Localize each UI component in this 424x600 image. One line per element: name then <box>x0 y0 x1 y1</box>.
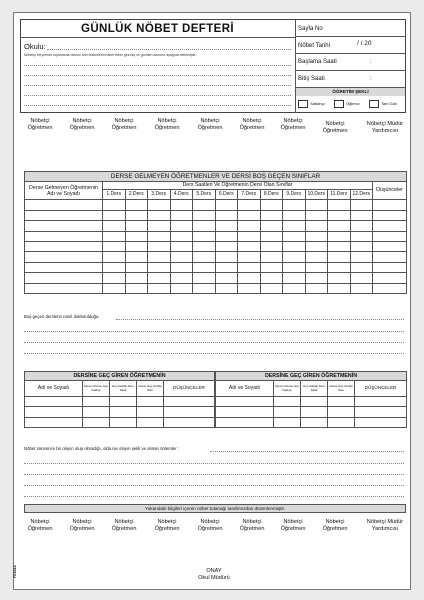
absent-table-cell[interactable] <box>148 241 171 251</box>
lesson-4-header: 4.Ders <box>170 190 193 200</box>
absent-table-row <box>25 231 407 241</box>
absent-table-cell[interactable] <box>125 231 148 241</box>
absent-table-cell[interactable] <box>283 200 306 210</box>
late-teachers-table-left <box>24 371 215 428</box>
absent-table-cell[interactable] <box>103 273 126 283</box>
absent-table-row <box>25 210 407 220</box>
signature-bottom-8: Nöbetçi Öğretmen <box>322 519 348 532</box>
absent-table-cell[interactable] <box>305 241 328 251</box>
absent-table-cell[interactable] <box>350 252 373 262</box>
absent-table-cell[interactable] <box>238 273 261 283</box>
oglenci-checkbox[interactable] <box>334 100 344 108</box>
signature-top-1: Nöbetçi Öğretmen <box>27 118 53 131</box>
absent-table-cell[interactable] <box>328 273 351 283</box>
lesson-11-header: 11.Ders <box>328 190 351 200</box>
late-right-table-body <box>216 397 407 428</box>
absent-table-cell[interactable] <box>103 241 126 251</box>
late-right-duration-header: Derse Geç Girdiği Süre <box>328 381 355 397</box>
absent-table-cell[interactable] <box>215 221 238 231</box>
absent-table-cell[interactable] <box>170 262 193 272</box>
events-label: Nöbet süresince bir olayın olup olmadığı, oldu ise olayın şekli ve alınan önlemler : <box>24 446 180 451</box>
signature-bottom-5: Nöbetçi Öğretmen <box>197 519 223 532</box>
absent-table-cell[interactable] <box>103 210 126 220</box>
absent-table-cell[interactable] <box>25 262 103 272</box>
absent-table-cell[interactable] <box>170 200 193 210</box>
baslama-saati-label: Başlama Saati <box>298 59 337 65</box>
sabahci-checkbox[interactable] <box>298 100 308 108</box>
signature-top-4: Nöbetçi Öğretmen <box>154 118 180 131</box>
absent-table-cell[interactable] <box>283 252 306 262</box>
absent-table-cell[interactable] <box>193 252 216 262</box>
events-line-4[interactable] <box>24 485 404 486</box>
absent-table-cell[interactable] <box>25 273 103 283</box>
absent-table-cell[interactable] <box>238 231 261 241</box>
absent-table-cell[interactable] <box>125 283 148 293</box>
onay-label: ONAY <box>206 568 222 574</box>
absent-table-cell[interactable] <box>283 231 306 241</box>
absent-table-cell[interactable] <box>25 200 103 210</box>
late-right-notes-header: DÜŞÜNCELER <box>355 381 407 397</box>
lesson-hours-header: Ders Saatleri Ve Öğretmenin Dersi Olan Sınıflar <box>103 182 373 190</box>
late-right-table-cell[interactable] <box>216 397 274 407</box>
absent-table-cell[interactable] <box>373 221 407 231</box>
absent-table-cell[interactable] <box>350 283 373 293</box>
absent-table-cell[interactable] <box>103 252 126 262</box>
absent-table-cell[interactable] <box>283 273 306 283</box>
lesson-3-header: 3.Ders <box>148 190 171 200</box>
late-left-table-row <box>25 407 215 417</box>
absent-table-cell[interactable] <box>25 252 103 262</box>
absent-table-cell[interactable] <box>238 241 261 251</box>
summary-text: Yukarıdaki bilgileri içeren nöbet tutanağı tarafımızdan düzenlenmiştir. <box>144 505 286 511</box>
absent-table-cell[interactable] <box>148 200 171 210</box>
absent-table-cell[interactable] <box>148 262 171 272</box>
lesson-7-header: 7.Ders <box>238 190 261 200</box>
absent-table-cell[interactable] <box>103 283 126 293</box>
absent-table-cell[interactable] <box>170 210 193 220</box>
bitis-saati-field[interactable]: : <box>370 76 372 82</box>
late-left-title: DERSİNE GEÇ GİREN ÖĞRETMENİN <box>25 372 215 381</box>
late-left-table-cell[interactable] <box>110 407 137 417</box>
absent-table-cell[interactable] <box>238 221 261 231</box>
absent-table-cell[interactable] <box>283 221 306 231</box>
absent-table-cell[interactable] <box>193 200 216 210</box>
absent-table-cell[interactable] <box>373 241 407 251</box>
absent-table-cell[interactable] <box>25 241 103 251</box>
absent-table-cell[interactable] <box>305 231 328 241</box>
late-left-hour-header: Geç Kaldığı Ders Saati <box>110 381 137 397</box>
absent-teachers-table <box>24 171 407 294</box>
late-left-name-header: Adı ve Soyadı <box>25 381 83 397</box>
absent-table-row <box>25 241 407 251</box>
absent-table-cell[interactable] <box>103 221 126 231</box>
absent-table-row <box>25 273 407 283</box>
absent-table-cell[interactable] <box>373 210 407 220</box>
late-right-table-cell[interactable] <box>274 417 301 427</box>
absent-table-cell[interactable] <box>283 241 306 251</box>
late-left-lesson-no-header: Kaçıncı Derse Geç Kaldığı <box>83 381 110 397</box>
signature-bottom-2: Nöbetçi Öğretmen <box>69 519 95 532</box>
absent-table-cell[interactable] <box>170 273 193 283</box>
tam-gun-label: Tam Gün <box>381 101 398 106</box>
absent-table-cell[interactable] <box>125 221 148 231</box>
absent-table-cell[interactable] <box>373 252 407 262</box>
late-left-table-cell[interactable] <box>137 397 164 407</box>
absent-table-title: DERSE GELMEYEN ÖĞRETMENLER VE DERSİ BOŞ GEÇEN SINIFLAR <box>25 172 407 182</box>
absent-table-cell[interactable] <box>373 262 407 272</box>
late-left-table-row <box>25 417 215 427</box>
sabahci-label: Sabahçı <box>310 101 325 106</box>
absent-table-cell[interactable] <box>25 231 103 241</box>
signature-top-2: Nöbetçi Öğretmen <box>69 118 95 131</box>
absent-table-cell[interactable] <box>328 262 351 272</box>
absent-table-cell[interactable] <box>305 252 328 262</box>
lesson-10-header: 10.Ders <box>305 190 328 200</box>
absent-table-cell[interactable] <box>125 273 148 283</box>
absent-table-cell[interactable] <box>328 210 351 220</box>
description-line-2[interactable] <box>24 75 291 76</box>
signature-top-9: Nöbetçi Müdür Yardımcısı <box>366 121 404 134</box>
bos-gecen-line-1[interactable] <box>116 319 404 320</box>
absent-table-cell[interactable] <box>350 210 373 220</box>
absent-table-cell[interactable] <box>373 273 407 283</box>
absent-table-cell[interactable] <box>170 252 193 262</box>
absent-table-cell[interactable] <box>260 231 283 241</box>
late-left-duration-header: Derse Geç Girdiği Süre <box>137 381 164 397</box>
side-code: FE2418 <box>13 565 17 578</box>
absent-table-cell[interactable] <box>260 283 283 293</box>
absent-table-cell[interactable] <box>170 283 193 293</box>
sayfa-no-label: Sayfa No <box>298 26 323 32</box>
absent-table-cell[interactable] <box>215 262 238 272</box>
oglenci-label: Öğlenci <box>346 101 360 106</box>
absent-table-cell[interactable] <box>305 210 328 220</box>
late-right-title: DERSİNE GEÇ GİREN ÖĞRETMENİN <box>216 372 407 381</box>
baslama-saati-field[interactable]: : <box>370 59 372 65</box>
absent-table-cell[interactable] <box>215 252 238 262</box>
late-right-table-cell[interactable] <box>355 397 407 407</box>
absent-table-cell[interactable] <box>350 221 373 231</box>
bitis-saati-label: Bitiş Saati <box>298 76 325 82</box>
absent-table-cell[interactable] <box>238 210 261 220</box>
late-right-name-header: Adı ve Soyadı <box>216 381 274 397</box>
absent-table-cell[interactable] <box>328 241 351 251</box>
late-left-table-row <box>25 397 215 407</box>
absent-table-cell[interactable] <box>103 262 126 272</box>
late-right-table-cell[interactable] <box>274 397 301 407</box>
lesson-12-header: 12.Ders <box>350 190 373 200</box>
absent-table-cell[interactable] <box>350 262 373 272</box>
late-left-table-cell[interactable] <box>164 407 215 417</box>
events-line-3[interactable] <box>24 474 404 475</box>
absent-table-cell[interactable] <box>350 241 373 251</box>
okul-muduru-label: Okul Müdürü <box>198 575 230 581</box>
late-right-table-row <box>216 397 407 407</box>
absent-table-cell[interactable] <box>350 273 373 283</box>
absent-table-cell[interactable] <box>350 231 373 241</box>
absent-table-cell[interactable] <box>328 231 351 241</box>
absent-table-cell[interactable] <box>170 231 193 241</box>
events-line-2[interactable] <box>24 463 404 464</box>
signature-top-8: Nöbetçi Öğretmen <box>322 121 348 134</box>
description-line-3[interactable] <box>24 85 291 86</box>
late-right-table-row <box>216 407 407 417</box>
absent-table-row <box>25 262 407 272</box>
absent-table-cell[interactable] <box>148 231 171 241</box>
bos-gecen-label: Boş geçen derslerin nasıl doldurulduğu: <box>24 314 100 319</box>
absent-table-cell[interactable] <box>193 241 216 251</box>
absent-table-body <box>25 200 407 294</box>
late-right-lesson-no-header: Kaçıncı Derse Geç Kaldığı <box>274 381 301 397</box>
absent-table-cell[interactable] <box>328 221 351 231</box>
absent-table-cell[interactable] <box>328 283 351 293</box>
events-line-1[interactable] <box>210 451 404 452</box>
tam-gun-checkbox[interactable] <box>369 100 379 108</box>
absent-table-cell[interactable] <box>305 273 328 283</box>
absent-table-cell[interactable] <box>25 221 103 231</box>
absent-table-row <box>25 252 407 262</box>
absent-table-row <box>25 221 407 231</box>
absent-table-cell[interactable] <box>125 241 148 251</box>
late-right-table-cell[interactable] <box>216 407 274 417</box>
description-text: Nöbetçi Heyetimiz toplanarak okulun tüm bölümlerini teker teker gezmiş ve görülen durumu aşağıda belirtmiştir: <box>24 53 197 57</box>
late-left-table-cell[interactable] <box>83 407 110 417</box>
absent-table-cell[interactable] <box>25 283 103 293</box>
signature-top-6: Nöbetçi Öğretmen <box>239 118 265 131</box>
late-right-hour-header: Geç Kaldığı Ders Saati <box>301 381 328 397</box>
late-left-table-cell[interactable] <box>25 407 83 417</box>
description-line-4[interactable] <box>24 95 291 96</box>
late-left-table-cell[interactable] <box>164 397 215 407</box>
absent-table-cell[interactable] <box>193 210 216 220</box>
absent-table-cell[interactable] <box>260 262 283 272</box>
absent-table-cell[interactable] <box>305 283 328 293</box>
absent-table-cell[interactable] <box>305 262 328 272</box>
late-right-table-row <box>216 417 407 427</box>
description-line-1[interactable] <box>24 65 291 66</box>
late-right-table-cell[interactable] <box>216 417 274 427</box>
absent-table-cell[interactable] <box>373 200 407 210</box>
signature-top-7: Nöbetçi Öğretmen <box>280 118 306 131</box>
lesson-1-header: 1.Ders <box>103 190 126 200</box>
form-title: GÜNLÜK NÖBET DEFTERİ <box>80 23 235 35</box>
late-left-table-cell[interactable] <box>83 397 110 407</box>
absent-table-row <box>25 200 407 210</box>
late-right-table-cell[interactable] <box>301 407 328 417</box>
late-left-table-cell[interactable] <box>25 417 83 427</box>
absent-table-cell[interactable] <box>148 221 171 231</box>
absent-table-cell[interactable] <box>373 283 407 293</box>
absent-table-cell[interactable] <box>283 262 306 272</box>
ogretim-sekli-label: ÖĞRETİM ŞEKLİ <box>332 89 369 94</box>
absent-table-cell[interactable] <box>238 200 261 210</box>
nobet-tarihi-label: Nöbet Tarihi <box>298 43 330 49</box>
absent-table-cell[interactable] <box>260 273 283 283</box>
late-left-table-cell[interactable] <box>110 417 137 427</box>
description-line-5[interactable] <box>24 105 291 106</box>
late-right-table-cell[interactable] <box>301 417 328 427</box>
absent-table-cell[interactable] <box>103 231 126 241</box>
lesson-5-header: 5.Ders <box>193 190 216 200</box>
late-left-table-cell[interactable] <box>83 417 110 427</box>
lesson-6-header: 6.Ders <box>215 190 238 200</box>
absent-table-cell[interactable] <box>283 210 306 220</box>
late-right-table-cell[interactable] <box>328 397 355 407</box>
late-right-table-cell[interactable] <box>274 407 301 417</box>
signature-top-5: Nöbetçi Öğretmen <box>197 118 223 131</box>
absent-table-cell[interactable] <box>125 210 148 220</box>
absent-table-cell[interactable] <box>328 252 351 262</box>
absent-table-cell[interactable] <box>193 231 216 241</box>
absent-table-cell[interactable] <box>148 273 171 283</box>
late-left-notes-header: DÜŞÜNCELER <box>164 381 215 397</box>
absent-table-cell[interactable] <box>328 200 351 210</box>
absent-table-cell[interactable] <box>260 252 283 262</box>
okulu-field[interactable] <box>47 49 291 50</box>
signature-bottom-9: Nöbetçi Müdür Yardımcısı <box>366 519 404 532</box>
late-left-table-cell[interactable] <box>137 407 164 417</box>
late-right-table-cell[interactable] <box>355 407 407 417</box>
signature-bottom-7: Nöbetçi Öğretmen <box>280 519 306 532</box>
signature-bottom-1: Nöbetçi Öğretmen <box>27 519 53 532</box>
absent-table-cell[interactable] <box>305 200 328 210</box>
signature-bottom-6: Nöbetçi Öğretmen <box>239 519 265 532</box>
lesson-9-header: 9.Ders <box>283 190 306 200</box>
nobet-tarihi-field[interactable]: / / 20 <box>357 40 372 47</box>
absent-table-cell[interactable] <box>238 262 261 272</box>
absent-table-cell[interactable] <box>103 200 126 210</box>
absent-table-cell[interactable] <box>283 283 306 293</box>
signature-bottom-3: Nöbetçi Öğretmen <box>111 519 137 532</box>
absent-table-cell[interactable] <box>215 210 238 220</box>
absent-table-cell[interactable] <box>215 273 238 283</box>
late-left-table-body <box>25 397 215 428</box>
absent-table-cell[interactable] <box>25 210 103 220</box>
absent-table-cell[interactable] <box>125 252 148 262</box>
absent-table-cell[interactable] <box>238 283 261 293</box>
signature-bottom-4: Nöbetçi Öğretmen <box>154 519 180 532</box>
signature-top-3: Nöbetçi Öğretmen <box>111 118 137 131</box>
sayfa-no-field[interactable] <box>344 21 402 34</box>
absent-table-cell[interactable] <box>215 200 238 210</box>
absent-table-cell[interactable] <box>350 200 373 210</box>
late-left-table-cell[interactable] <box>137 417 164 427</box>
form-page <box>13 12 411 590</box>
absent-table-cell[interactable] <box>260 241 283 251</box>
okulu-label: Okulu: <box>24 42 46 51</box>
absent-table-row <box>25 283 407 293</box>
absent-table-cell[interactable] <box>260 210 283 220</box>
absent-table-cell[interactable] <box>215 283 238 293</box>
absent-table-cell[interactable] <box>373 231 407 241</box>
late-left-table-cell[interactable] <box>25 397 83 407</box>
absent-table-cell[interactable] <box>193 262 216 272</box>
bos-gecen-line-2[interactable] <box>24 331 404 332</box>
events-line-5[interactable] <box>24 496 404 497</box>
absent-table-cell[interactable] <box>148 252 171 262</box>
late-right-table-cell[interactable] <box>355 417 407 427</box>
absent-table-cell[interactable] <box>215 241 238 251</box>
absent-table-cell[interactable] <box>148 283 171 293</box>
absent-table-cell[interactable] <box>125 262 148 272</box>
lesson-2-header: 2.Ders <box>125 190 148 200</box>
absent-table-cell[interactable] <box>238 252 261 262</box>
late-left-table-cell[interactable] <box>164 417 215 427</box>
absent-name-header: Derse Gelmeyen Öğretmenin Adı ve Soyadı <box>25 182 103 200</box>
absent-table-cell[interactable] <box>215 231 238 241</box>
absent-table-cell[interactable] <box>125 200 148 210</box>
absent-table-cell[interactable] <box>193 273 216 283</box>
lesson-8-header: 8.Ders <box>260 190 283 200</box>
absent-table-cell[interactable] <box>193 283 216 293</box>
late-left-table-cell[interactable] <box>110 397 137 407</box>
bos-gecen-line-3[interactable] <box>24 342 404 343</box>
absent-table-cell[interactable] <box>148 210 171 220</box>
late-right-table-cell[interactable] <box>301 397 328 407</box>
absent-notes-header: Düşünceler <box>373 182 407 200</box>
late-right-table-cell[interactable] <box>328 407 355 417</box>
absent-table-cell[interactable] <box>260 221 283 231</box>
absent-table-cell[interactable] <box>170 241 193 251</box>
bos-gecen-line-4[interactable] <box>24 353 404 354</box>
absent-table-cell[interactable] <box>170 221 193 231</box>
absent-table-cell[interactable] <box>193 221 216 231</box>
late-teachers-table-right <box>215 371 407 428</box>
late-right-table-cell[interactable] <box>328 417 355 427</box>
absent-table-cell[interactable] <box>260 200 283 210</box>
absent-table-cell[interactable] <box>305 221 328 231</box>
